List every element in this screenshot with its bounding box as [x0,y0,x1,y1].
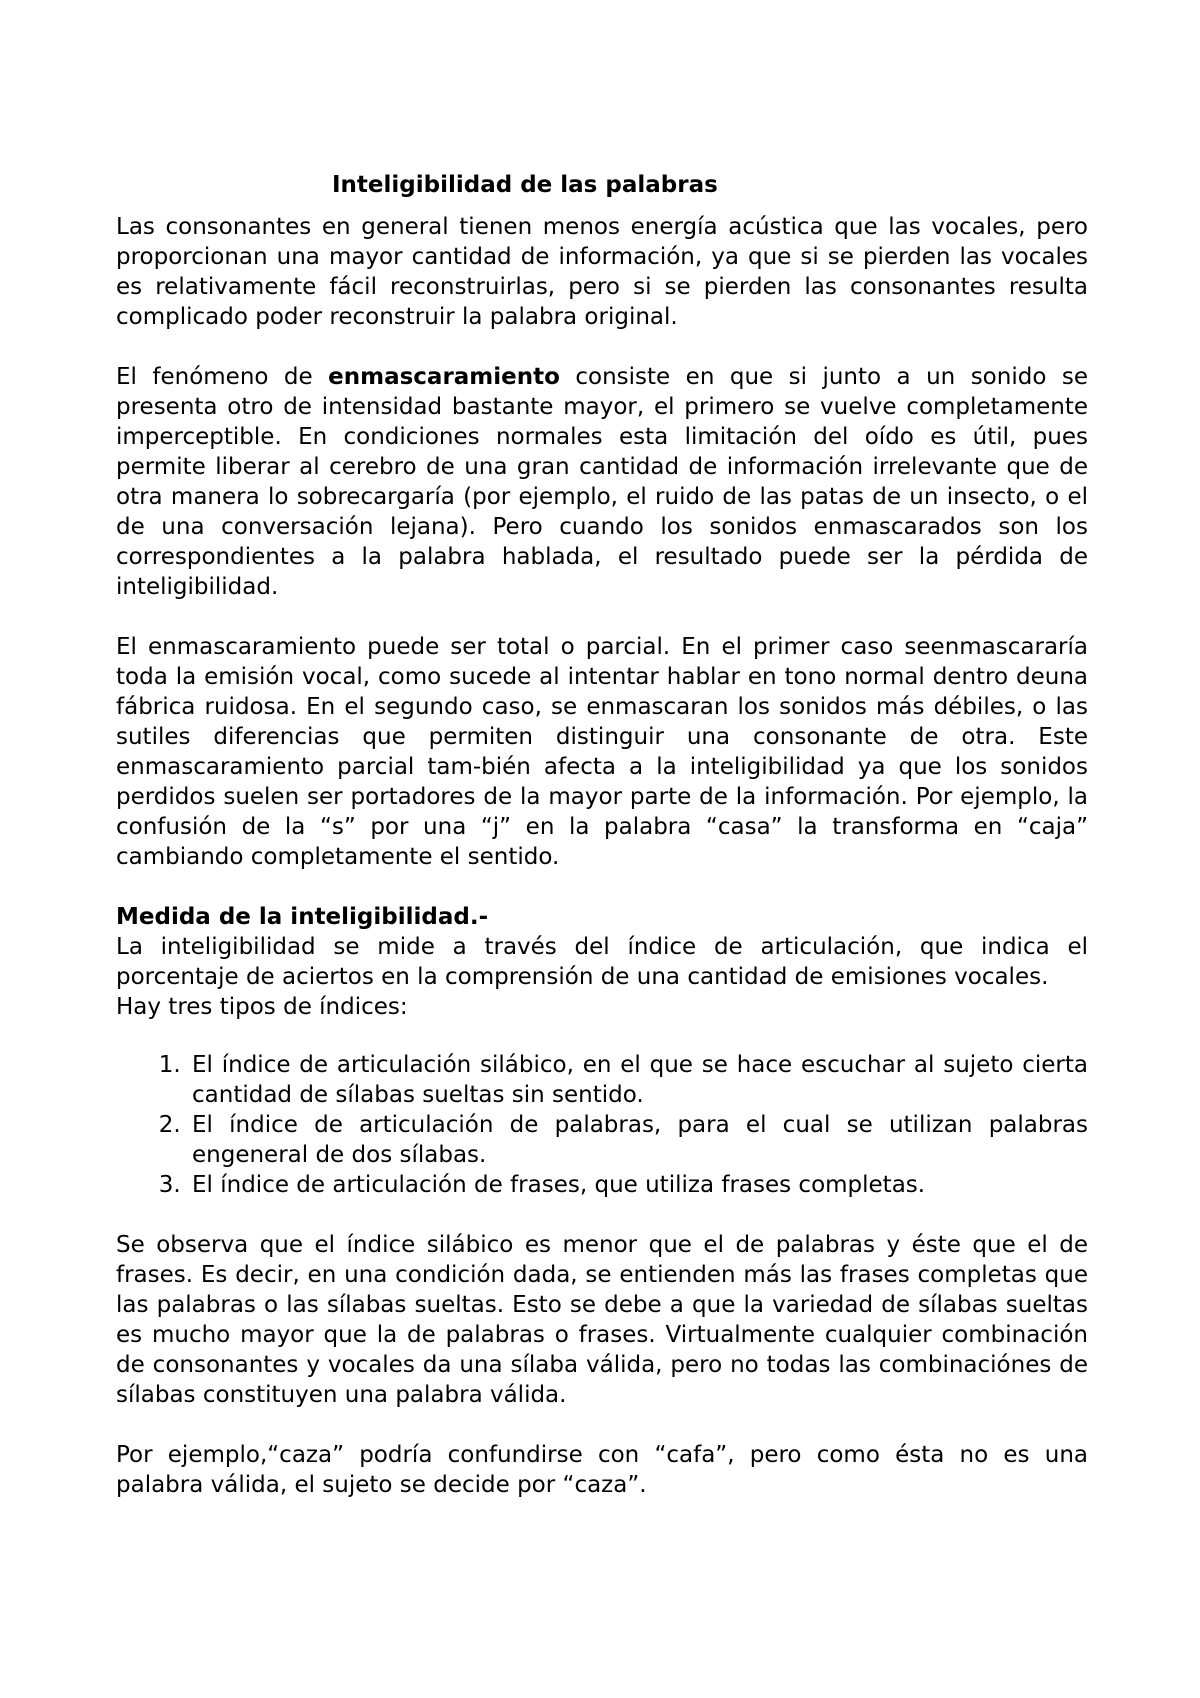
document-page [116,170,1088,1530]
paragraph-enmascaramiento [116,362,1088,602]
paragraph-enmascaramiento-lead: El fenómeno de [116,364,329,390]
paragraph-ejemplo-caza: Por ejemplo,“caza” podría confundirse con “cafa”, pero como ésta no es una palabra válida, el sujeto se decide por “caza”. [116,1442,1088,1498]
document-title: Inteligibilidad de las palabras [332,172,718,198]
paragraph-indice-articulacion: La inteligibilidad se mide a través del índice de articulación, que indica el porcentaje de aciertos en la comprensión de una cantidad de emisiones vocales. [116,934,1088,990]
paragraph-consonantes: Las consonantes en general tienen menos energía acústica que las vocales, pero proporcionan una mayor cantidad de información, ya que si se pierden las vocales es relativamente fácil reconstruirlas, pero si se pierden las consonantes resulta complicado poder reconstruir la palabra original. [116,214,1088,330]
paragraph-observacion: Se observa que el índice silábico es menor que el de palabras y éste que el de frases. Es decir, en una condición dada, se entienden más las frases completas que las palabras o las sílabas sueltas. Esto se debe a que la variedad de sílabas sueltas es mucho mayor que la de palabras o frases. Virtualmente cualquier combinación de consonantes y vocales da una sílaba válida, pero no todas las combinaciónes de sílabas constituyen una palabra válida. [116,1232,1088,1408]
list-indices [116,1050,1088,1200]
section-heading-medida: Medida de la inteligibilidad.- [116,904,489,930]
paragraph-tipos-indices: Hay tres tipos de índices: [116,994,408,1020]
term-enmascaramiento: enmascaramiento [328,364,560,390]
list-item: 3. El índice de articulación de frases, que utiliza frases completas. [188,1170,1088,1200]
paragraph-enmascaramiento-body: consiste en que si junto a un sonido se presenta otro de intensidad bastante mayor, el primero se vuelve completamente imperceptible. En condiciones normales esta limitación del oído es útil, pues permite liberar al cerebro de una gran cantidad de información irrelevante que de otra manera lo sobrecargaría (por ejemplo, el ruido de las patas de un insecto, o el de una conversación lejana). Pero cuando los sonidos enmascarados son los correspondientes a la palabra hablada, el resultado puede ser la pérdida de inteligibilidad. [116,364,1088,600]
list-item: 1. El índice de articulación silábico, en el que se hace escuchar al sujeto cierta cantidad de sílabas sueltas sin sentido. [188,1050,1088,1110]
list-item: 2. El índice de articulación de palabras, para el cual se utilizan palabras engeneral de dos sílabas. [188,1110,1088,1170]
paragraph-total-parcial: El enmascaramiento puede ser total o parcial. En el primer caso seenmascararía toda la emisión vocal, como sucede al intentar hablar en tono normal dentro deuna fábrica ruidosa. En el segundo caso, se enmascaran los sonidos más débiles, o las sutiles diferencias que permiten distinguir una consonante de otra. Este enmascaramiento parcial tam-bién afecta a la inteligibilidad ya que los sonidos perdidos suelen ser portadores de la mayor parte de la información. Por ejemplo, la confusión de la “s” por una “j” en la palabra “casa” la transforma en “caja” cambiando completamente el sentido. [116,634,1088,870]
